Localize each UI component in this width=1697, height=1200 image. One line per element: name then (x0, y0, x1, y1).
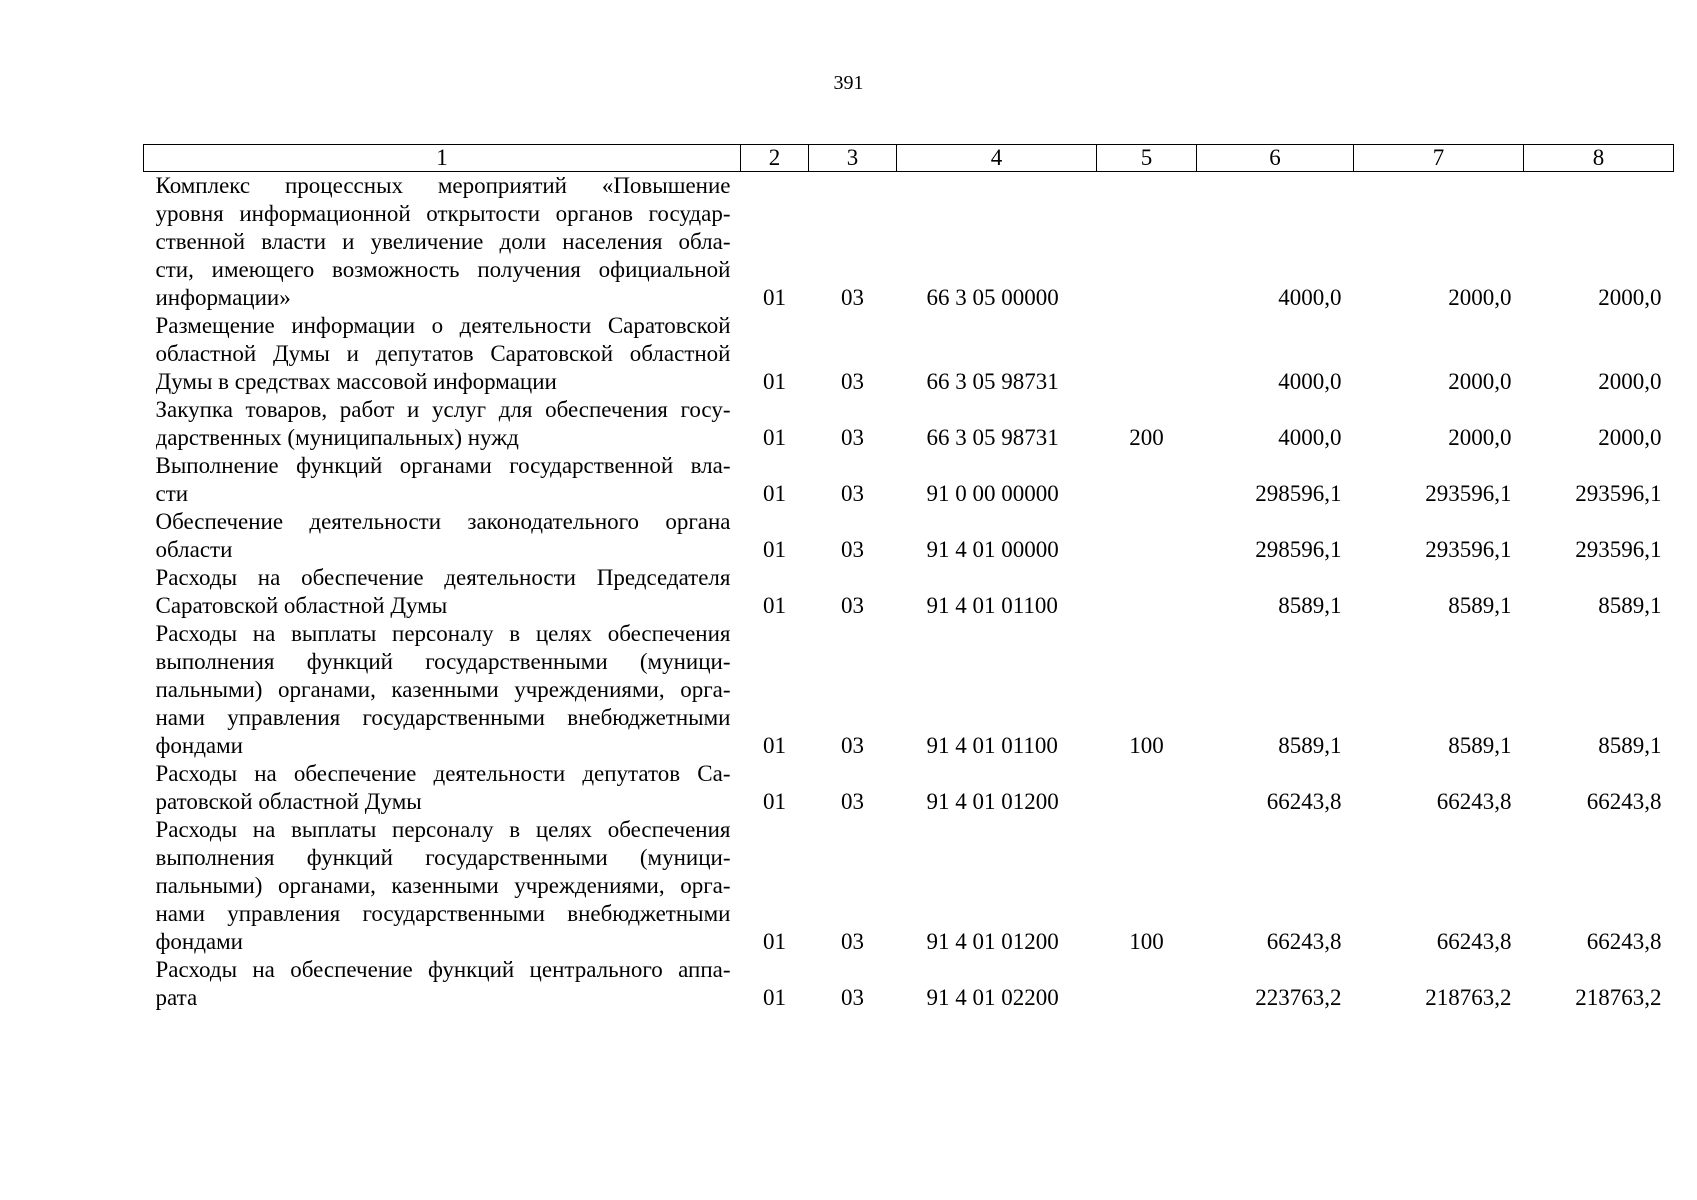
table-row (144, 816, 1674, 956)
name-line: рата (155, 985, 198, 1010)
name-line: пальными) органами, казенными учреждениями, орга- (155, 677, 731, 702)
cell-expense-type (1097, 312, 1197, 396)
cell-amount-2: 2000,0 (1448, 425, 1512, 450)
budget-table (143, 144, 1674, 1012)
cell-article: 91 4 01 00000 (926, 537, 1059, 562)
cell-article: 66 3 05 98731 (926, 369, 1059, 394)
cell-article: 91 4 01 01100 (926, 593, 1058, 618)
cell-section: 01 (763, 789, 786, 814)
cell-expense-type (1097, 452, 1197, 508)
name-line: Закупка товаров, работ и услуг для обеспечения госу- (155, 397, 731, 422)
cell-subsection: 03 (841, 369, 864, 394)
name-line: фондами (155, 929, 243, 954)
table-row (144, 452, 1674, 508)
cell-article: 91 4 01 01200 (926, 929, 1059, 954)
column-header-name: 1 (144, 145, 741, 172)
cell-amount-3: 8589,1 (1598, 593, 1662, 618)
cell-amount-1: 4000,0 (1278, 369, 1342, 394)
cell-name (144, 816, 741, 956)
name-line: пальными) органами, казенными учреждениями, орга- (155, 873, 731, 898)
cell-expense-type (1097, 172, 1197, 313)
cell-subsection: 03 (841, 733, 864, 758)
name-line: Расходы на выплаты персоналу в целях обеспечения (155, 817, 731, 842)
cell-section: 01 (763, 593, 786, 618)
name-line: выполнения функций государственными (муници- (155, 649, 731, 674)
cell-section: 01 (763, 425, 786, 450)
cell-section: 01 (763, 985, 786, 1010)
column-header-expense-type: 5 (1097, 145, 1197, 172)
cell-amount-1: 66243,8 (1266, 789, 1342, 814)
name-line: информации» (155, 285, 291, 310)
cell-name (144, 564, 741, 620)
name-line: Расходы на обеспечение деятельности Председателя (155, 565, 731, 590)
name-line: Расходы на выплаты персоналу в целях обеспечения (155, 621, 731, 646)
cell-amount-2: 8589,1 (1448, 733, 1512, 758)
cell-expense-type: 200 (1129, 425, 1164, 450)
cell-subsection: 03 (841, 285, 864, 310)
cell-section: 01 (763, 369, 786, 394)
name-line: Расходы на обеспечение функций центрального аппа- (155, 957, 731, 982)
cell-expense-type (1097, 564, 1197, 620)
name-line: Размещение информации о деятельности Саратовской (155, 313, 731, 338)
name-line: фондами (155, 733, 243, 758)
cell-article: 66 3 05 98731 (926, 425, 1059, 450)
cell-section: 01 (763, 481, 786, 506)
cell-expense-type (1097, 956, 1197, 1012)
cell-subsection: 03 (841, 537, 864, 562)
name-line: Думы в средствах массовой информации (155, 369, 557, 394)
cell-name (144, 312, 741, 396)
cell-amount-2: 218763,2 (1425, 985, 1512, 1010)
cell-subsection: 03 (841, 481, 864, 506)
name-line: Саратовской областной Думы (155, 593, 448, 618)
name-line: ратовской областной Думы (155, 789, 422, 814)
header-row (144, 145, 1674, 172)
cell-name (144, 760, 741, 816)
cell-amount-1: 298596,1 (1255, 537, 1342, 562)
cell-amount-1: 298596,1 (1255, 481, 1342, 506)
cell-amount-3: 66243,8 (1586, 789, 1662, 814)
cell-amount-2: 293596,1 (1425, 481, 1512, 506)
cell-amount-3: 218763,2 (1575, 985, 1662, 1010)
cell-name (144, 508, 741, 564)
table-row (144, 312, 1674, 396)
cell-amount-2: 293596,1 (1425, 537, 1512, 562)
cell-amount-1: 4000,0 (1278, 425, 1342, 450)
cell-amount-2: 66243,8 (1436, 789, 1512, 814)
name-line: Комплекс процессных мероприятий «Повышение (155, 173, 731, 198)
name-line: областной Думы и депутатов Саратовской областной (155, 341, 731, 366)
cell-article: 91 4 01 01200 (926, 789, 1059, 814)
name-line: выполнения функций государственными (муници- (155, 845, 731, 870)
table-row (144, 396, 1674, 452)
column-header-section: 2 (741, 145, 809, 172)
column-header-amount-1: 6 (1197, 145, 1354, 172)
column-header-subsection: 3 (809, 145, 897, 172)
cell-amount-2: 2000,0 (1448, 369, 1512, 394)
cell-subsection: 03 (841, 985, 864, 1010)
name-line: Выполнение функций органами государственной вла- (155, 453, 731, 478)
cell-amount-2: 66243,8 (1436, 929, 1512, 954)
table-row (144, 172, 1674, 313)
cell-section: 01 (763, 285, 786, 310)
name-line: сти (155, 481, 189, 506)
table-header (144, 145, 1674, 172)
cell-amount-2: 2000,0 (1448, 285, 1512, 310)
name-line: Обеспечение деятельности законодательного органа (155, 509, 731, 534)
cell-amount-3: 8589,1 (1598, 733, 1662, 758)
name-line: Расходы на обеспечение деятельности депутатов Са- (155, 761, 731, 786)
cell-article: 91 4 01 02200 (926, 985, 1059, 1010)
table-row (144, 564, 1674, 620)
cell-subsection: 03 (841, 789, 864, 814)
column-header-amount-2: 7 (1354, 145, 1524, 172)
column-header-amount-3: 8 (1524, 145, 1674, 172)
cell-name (144, 172, 741, 313)
cell-amount-1: 8589,1 (1278, 733, 1342, 758)
cell-name (144, 620, 741, 760)
table-row (144, 760, 1674, 816)
cell-expense-type (1097, 508, 1197, 564)
page-number: 391 (833, 72, 864, 94)
cell-subsection: 03 (841, 593, 864, 618)
cell-section: 01 (763, 929, 786, 954)
table-body (144, 172, 1674, 1013)
name-line: области (155, 537, 233, 562)
cell-expense-type: 100 (1129, 733, 1164, 758)
cell-amount-3: 2000,0 (1598, 369, 1662, 394)
cell-expense-type (1097, 760, 1197, 816)
cell-section: 01 (763, 733, 786, 758)
name-line: сти, имеющего возможность получения официальной (155, 257, 731, 282)
table-row (144, 956, 1674, 1012)
cell-article: 66 3 05 00000 (926, 285, 1059, 310)
name-line: ственной власти и увеличение доли населения обла- (155, 229, 731, 254)
cell-name (144, 956, 741, 1012)
cell-section: 01 (763, 537, 786, 562)
cell-name (144, 396, 741, 452)
cell-subsection: 03 (841, 929, 864, 954)
cell-amount-3: 2000,0 (1598, 425, 1662, 450)
name-line: дарственных (муниципальных) нужд (155, 425, 519, 450)
table-row (144, 508, 1674, 564)
name-line: уровня информационной открытости органов государ- (155, 201, 731, 226)
name-line: нами управления государственными внебюджетными (155, 901, 731, 926)
cell-subsection: 03 (841, 425, 864, 450)
cell-amount-1: 66243,8 (1266, 929, 1342, 954)
cell-amount-3: 2000,0 (1598, 285, 1662, 310)
column-header-article: 4 (897, 145, 1097, 172)
cell-article: 91 4 01 01100 (926, 733, 1058, 758)
cell-amount-1: 223763,2 (1255, 985, 1342, 1010)
name-line: нами управления государственными внебюджетными (155, 705, 731, 730)
cell-name (144, 452, 741, 508)
cell-amount-3: 293596,1 (1575, 481, 1662, 506)
cell-expense-type: 100 (1129, 929, 1164, 954)
cell-amount-3: 293596,1 (1575, 537, 1662, 562)
cell-amount-3: 66243,8 (1586, 929, 1662, 954)
cell-amount-1: 8589,1 (1278, 593, 1342, 618)
cell-amount-1: 4000,0 (1278, 285, 1342, 310)
cell-amount-2: 8589,1 (1448, 593, 1512, 618)
table-row (144, 620, 1674, 760)
cell-article: 91 0 00 00000 (926, 481, 1059, 506)
